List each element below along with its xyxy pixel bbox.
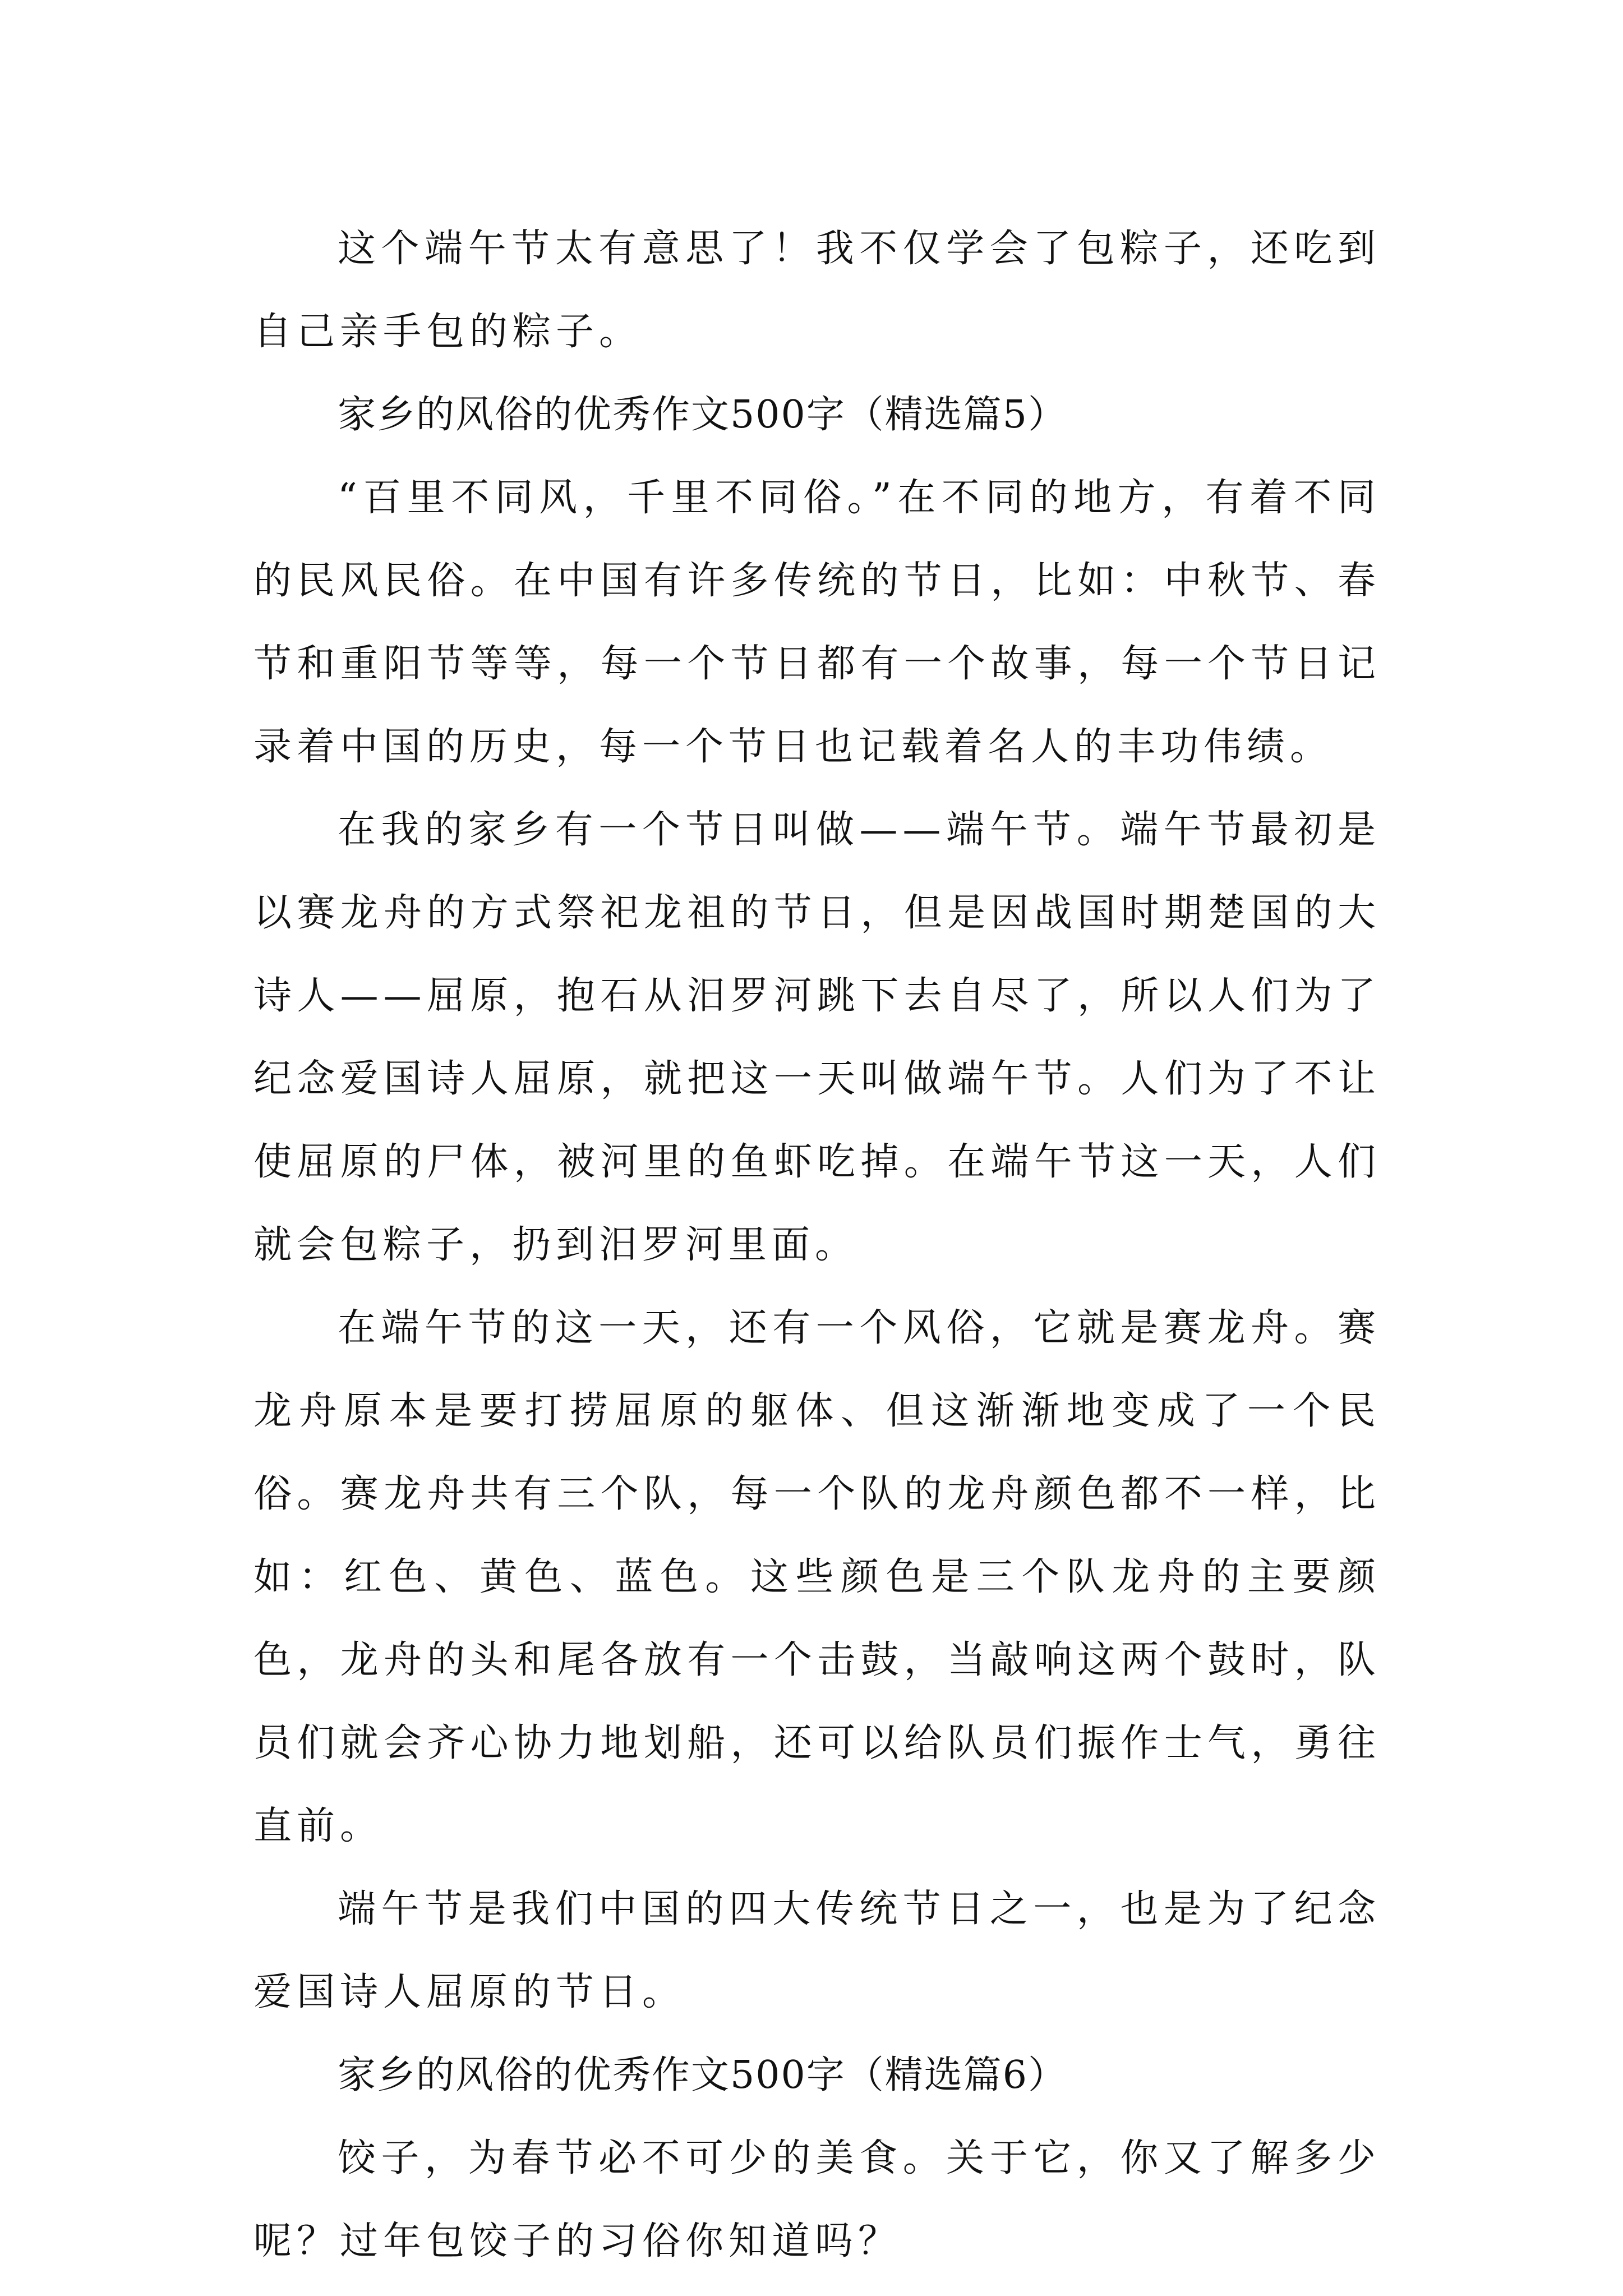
paragraph-festival-summary: 端午节是我们中国的四大传统节日之一，也是为了纪念爱国诗人屈原的节日。 [253,1887,1381,2014]
paragraph-dragon-boat-origin: 在我的家乡有一个节日叫做——端午节。端午节最初是以赛龙舟的方式祭祀龙祖的节日，但是因战国时期楚国的大诗人——屈原，抱石从汨罗河跳下去自尽了，所以人们为了纪念爱国诗人屈原，就把这一天叫做端午节。人们为了不让使屈原的尸体，被河里的鱼虾吃掉。在端午节这一天，人们就会包粽子，扔到汨罗河里面。 [253,808,1381,1267]
document-body [253,208,1381,2283]
paragraph-dragon-boat-race: 在端午节的这一天，还有一个风俗，它就是赛龙舟。赛龙舟原本是要打捞屈原的躯体、但这渐渐地变成了一个民俗。赛龙舟共有三个队，每一个队的龙舟颜色都不一样，比如：红色、黄色、蓝色。这些颜色是三个队龙舟的主要颜色，龙舟的头和尾各放有一个击鼓，当敲响这两个鼓时，队员们就会齐心协力地划船，还可以给队员们振作士气，勇往直前。 [253,1306,1381,1848]
paragraph-closing-dragon-boat: 这个端午节太有意思了！我不仅学会了包粽子，还吃到自己亲手包的粽子。 [253,227,1381,354]
section-heading-5: 家乡的风俗的优秀作文500字（精选篇5） [338,393,1068,437]
paragraph-customs-intro: “百里不同风，千里不同俗。”在不同的地方，有着不同的民风民俗。在中国有许多传统的节日，比如：中秋节、春节和重阳节等等，每一个节日都有一个故事，每一个节日记录着中国的历史，每一个节日也记载着名人的丰功伟绩。 [253,476,1381,769]
paragraph-dumplings-intro: 饺子，为春节必不可少的美食。关于它，你又了解多少呢？过年包饺子的习俗你知道吗？ [253,2136,1381,2263]
section-heading-6: 家乡的风俗的优秀作文500字（精选篇6） [338,2053,1068,2097]
